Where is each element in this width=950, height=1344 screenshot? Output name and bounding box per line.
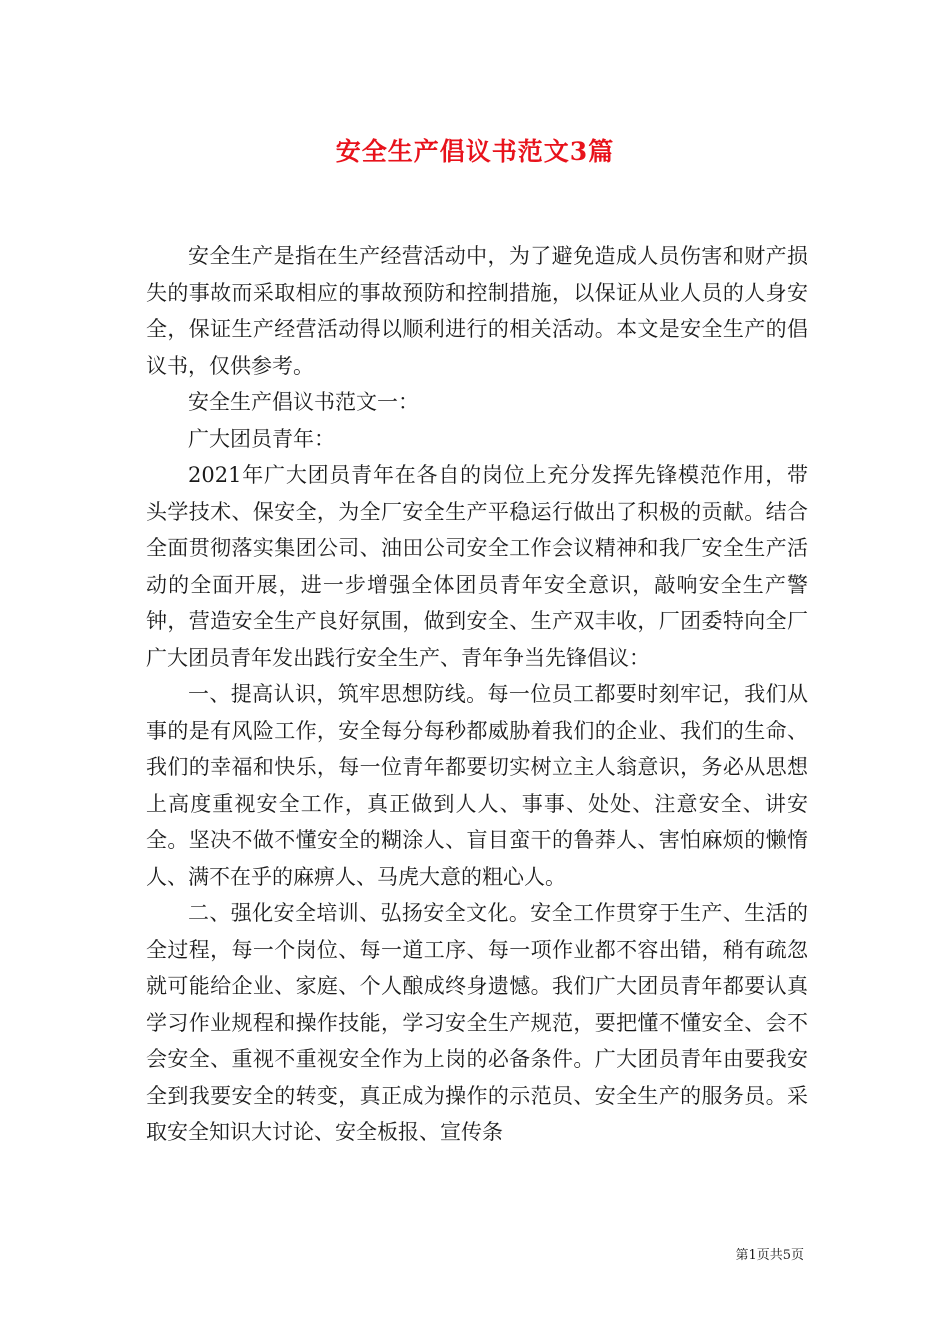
body-paragraph: 一、提高认识，筑牢思想防线。每一位员工都要时刻牢记，我们从事的是有风险工作，安全每分每秒都威胁着我们的企业、我们的生命、我们的幸福和快乐，每一位青年都要切实树立主人翁意识，务必从思想上高度重视安全工作，真正做到人人、事事、处处、注意安全、讲安全。坚决不做不懂安全的糊涂人、盲目蛮干的鲁莽人、害怕麻烦的懒惰人、满不在乎的麻痹人、马虎大意的粗心人。 <box>146 682 808 889</box>
body-paragraph: 2021年广大团员青年在各自的岗位上充分发挥先锋模范作用，带头学技术、保安全，为全厂安全生产平稳运行做出了积极的贡献。结合全面贯彻落实集团公司、油田公司安全工作会议精神和我厂安全生产活动的全面开展，进一步增强全体团员青年安全意识，敲响安全生产警钟，营造安全生产良好氛围，做到安全、生产双丰收，厂团委特向全厂广大团员青年发出践行安全生产、青年争当先锋倡议： <box>146 463 808 670</box>
document-title: 安全生产倡议书范文3篇 <box>335 137 615 166</box>
document-body <box>146 238 808 1151</box>
intro-paragraph: 安全生产是指在生产经营活动中，为了避免造成人员伤害和财产损失的事故而采取相应的事故预防和控制措施，以保证从业人员的人身安全，保证生产经营活动得以顺利进行的相关活动。本文是安全生产的倡议书，仅供参考。 <box>146 244 808 378</box>
salutation: 广大团员青年： <box>188 426 335 451</box>
body-paragraph: 二、强化安全培训、弘扬安全文化。安全工作贯穿于生产、生活的全过程，每一个岗位、每一道工序、每一项作业都不容出错，稍有疏忽就可能给企业、家庭、个人酿成终身遗憾。我们广大团员青年都要认真学习作业规程和操作技能，学习安全生产规范，要把懂不懂安全、会不会安全、重视不重视安全作为上岗的必备条件。广大团员青年由要我安全到我要安全的转变，真正成为操作的示范员、安全生产的服务员。采取安全知识大讨论、安全板报、宣传条 <box>146 901 808 1144</box>
section-heading: 安全生产倡议书范文一： <box>188 390 419 414</box>
page-number: 第1页共5页 <box>735 1248 804 1263</box>
